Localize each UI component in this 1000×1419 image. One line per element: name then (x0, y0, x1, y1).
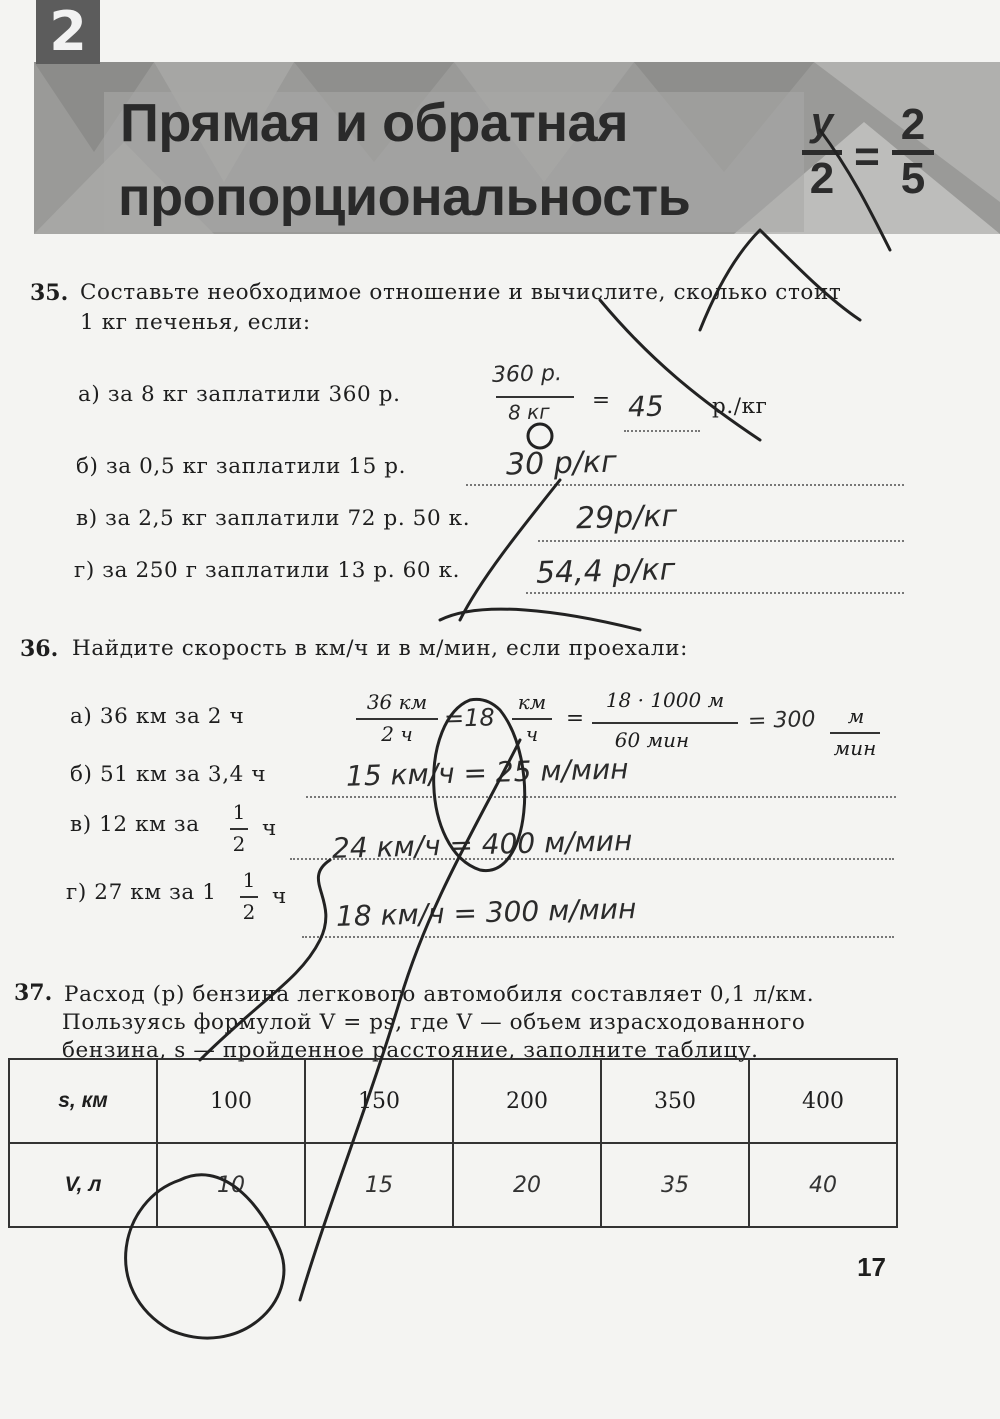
task-35a-frac-numerator: 360 р. (491, 361, 563, 388)
task-36a-frac1-denominator: 2 ч (381, 722, 413, 746)
s-value-cell: 400 (749, 1059, 897, 1143)
scribble-loop-bottom (126, 1175, 284, 1338)
scribble-oval (434, 699, 525, 870)
task-36a-frac3-denominator: 60 мин (614, 728, 690, 752)
task-36-number: 36. (20, 636, 59, 662)
task-36-prompt: Найдите скорость в км/ч и в м/мин, если проехали: (72, 636, 688, 661)
task-36a-frac4-denominator: мин (833, 736, 877, 760)
page-title-line1: Прямая и обратная (120, 93, 629, 153)
s-value-cell: 100 (157, 1059, 305, 1143)
task-36a-frac3-numerator: 18 · 1000 м (605, 688, 725, 712)
task-35c-label: в) за 2,5 кг заплатили 72 р. 50 к. (76, 506, 471, 531)
row-label-v: V, л (9, 1143, 157, 1227)
task-36c-label-post: ч (262, 816, 277, 841)
task-36c-label-pre: в) 12 км за (70, 812, 200, 837)
scribble-circle (528, 424, 552, 448)
task-35d-label: г) за 250 г заплатили 13 р. 60 к. (74, 558, 461, 583)
task-36a-frac2-denominator: ч (525, 722, 539, 746)
scribble-stroke-7 (460, 480, 560, 620)
formula-right-numerator: 2 (900, 100, 926, 149)
s-value-cell: 350 (601, 1059, 749, 1143)
formula-right-denominator: 5 (900, 154, 926, 203)
scribble-stroke-1 (200, 860, 330, 1060)
s-value-cell: 200 (453, 1059, 601, 1143)
formula-left-denominator: 2 (809, 154, 835, 203)
s-value-cell: 150 (305, 1059, 453, 1143)
task-36d-frac-denominator: 2 (242, 900, 256, 924)
task-36a-frac4-numerator: м (847, 704, 865, 728)
task-35a-frac-denominator: 8 кг (507, 399, 550, 425)
task-35b-answer: 30 р/кг (505, 444, 618, 483)
scribble-stroke-2 (300, 740, 520, 1300)
v-value-cell[interactable]: 20 (453, 1143, 601, 1227)
task-36a-label: а) 36 км за 2 ч (70, 704, 245, 729)
task-35b-label: б) за 0,5 кг заплатили 15 р. (76, 454, 407, 479)
chapter-number: 2 (36, 0, 100, 64)
formula-equals: = (854, 132, 880, 181)
task-36a-frac2-numerator: км (517, 690, 547, 714)
task-36b-answer: 15 км/ч = 25 м/мин (345, 752, 629, 793)
scribble-stroke-6 (440, 609, 640, 630)
task-35d-answer: 54,4 р/кг (535, 552, 676, 591)
task-36d-label-post: ч (272, 884, 287, 909)
task-36c-frac-denominator: 2 (232, 832, 246, 856)
task-36a-handwritten-value: =18 (443, 703, 496, 733)
task-35a-answer: 45 (627, 389, 665, 424)
task-36b-label: б) 51 км за 3,4 ч (70, 762, 267, 787)
task-36c-frac-numerator: 1 (232, 800, 246, 824)
task-35-number: 35. (30, 280, 69, 306)
v-value-cell[interactable]: 40 (749, 1143, 897, 1227)
task-35a-unit: р./кг (712, 394, 768, 419)
task-37-line2: Пользуясь формулой V = ps, где V — объем израсходованного (62, 1010, 806, 1035)
v-value-cell[interactable]: 10 (157, 1143, 305, 1227)
task-35a-equals: = (592, 388, 611, 413)
task-36a-frac1-numerator: 36 км (366, 690, 428, 714)
v-value-cell[interactable]: 35 (601, 1143, 749, 1227)
scribble-stroke-3 (600, 300, 760, 440)
task-35c-answer: 29р/кг (575, 498, 678, 537)
v-value-cell[interactable]: 15 (305, 1143, 453, 1227)
formula-left-numerator: y (810, 100, 834, 144)
task-35-prompt-line1: Составьте необходимое отношение и вычислите, сколько стоит (80, 280, 842, 305)
page-title-line2: пропорциональность (118, 167, 691, 227)
task-36c-answer: 24 км/ч = 400 м/мин (331, 824, 633, 865)
task-36a-equals: = (566, 706, 585, 731)
page-number: 17 (857, 1252, 886, 1282)
row-label-s: s, км (9, 1059, 157, 1143)
task-35a-label: а) за 8 кг заплатили 360 р. (78, 382, 401, 407)
task-36d-frac-numerator: 1 (242, 868, 256, 892)
task-35-prompt-line2: 1 кг печенья, если: (80, 310, 311, 335)
task-37-line1: Расход (p) бензина легкового автомобиля составляет 0,1 л/км. (64, 982, 815, 1007)
task-36d-label-pre: г) 27 км за 1 (66, 880, 217, 905)
task-37-number: 37. (14, 980, 53, 1006)
task-36d-answer: 18 км/ч = 300 м/мин (335, 892, 637, 933)
task-37-line3: бензина, s — пройденное расстояние, заполните таблицу. (62, 1038, 759, 1063)
task-36a-result: = 300 (747, 707, 816, 734)
scribble-stroke-5 (820, 130, 890, 250)
scribble-stroke-4 (700, 230, 860, 330)
